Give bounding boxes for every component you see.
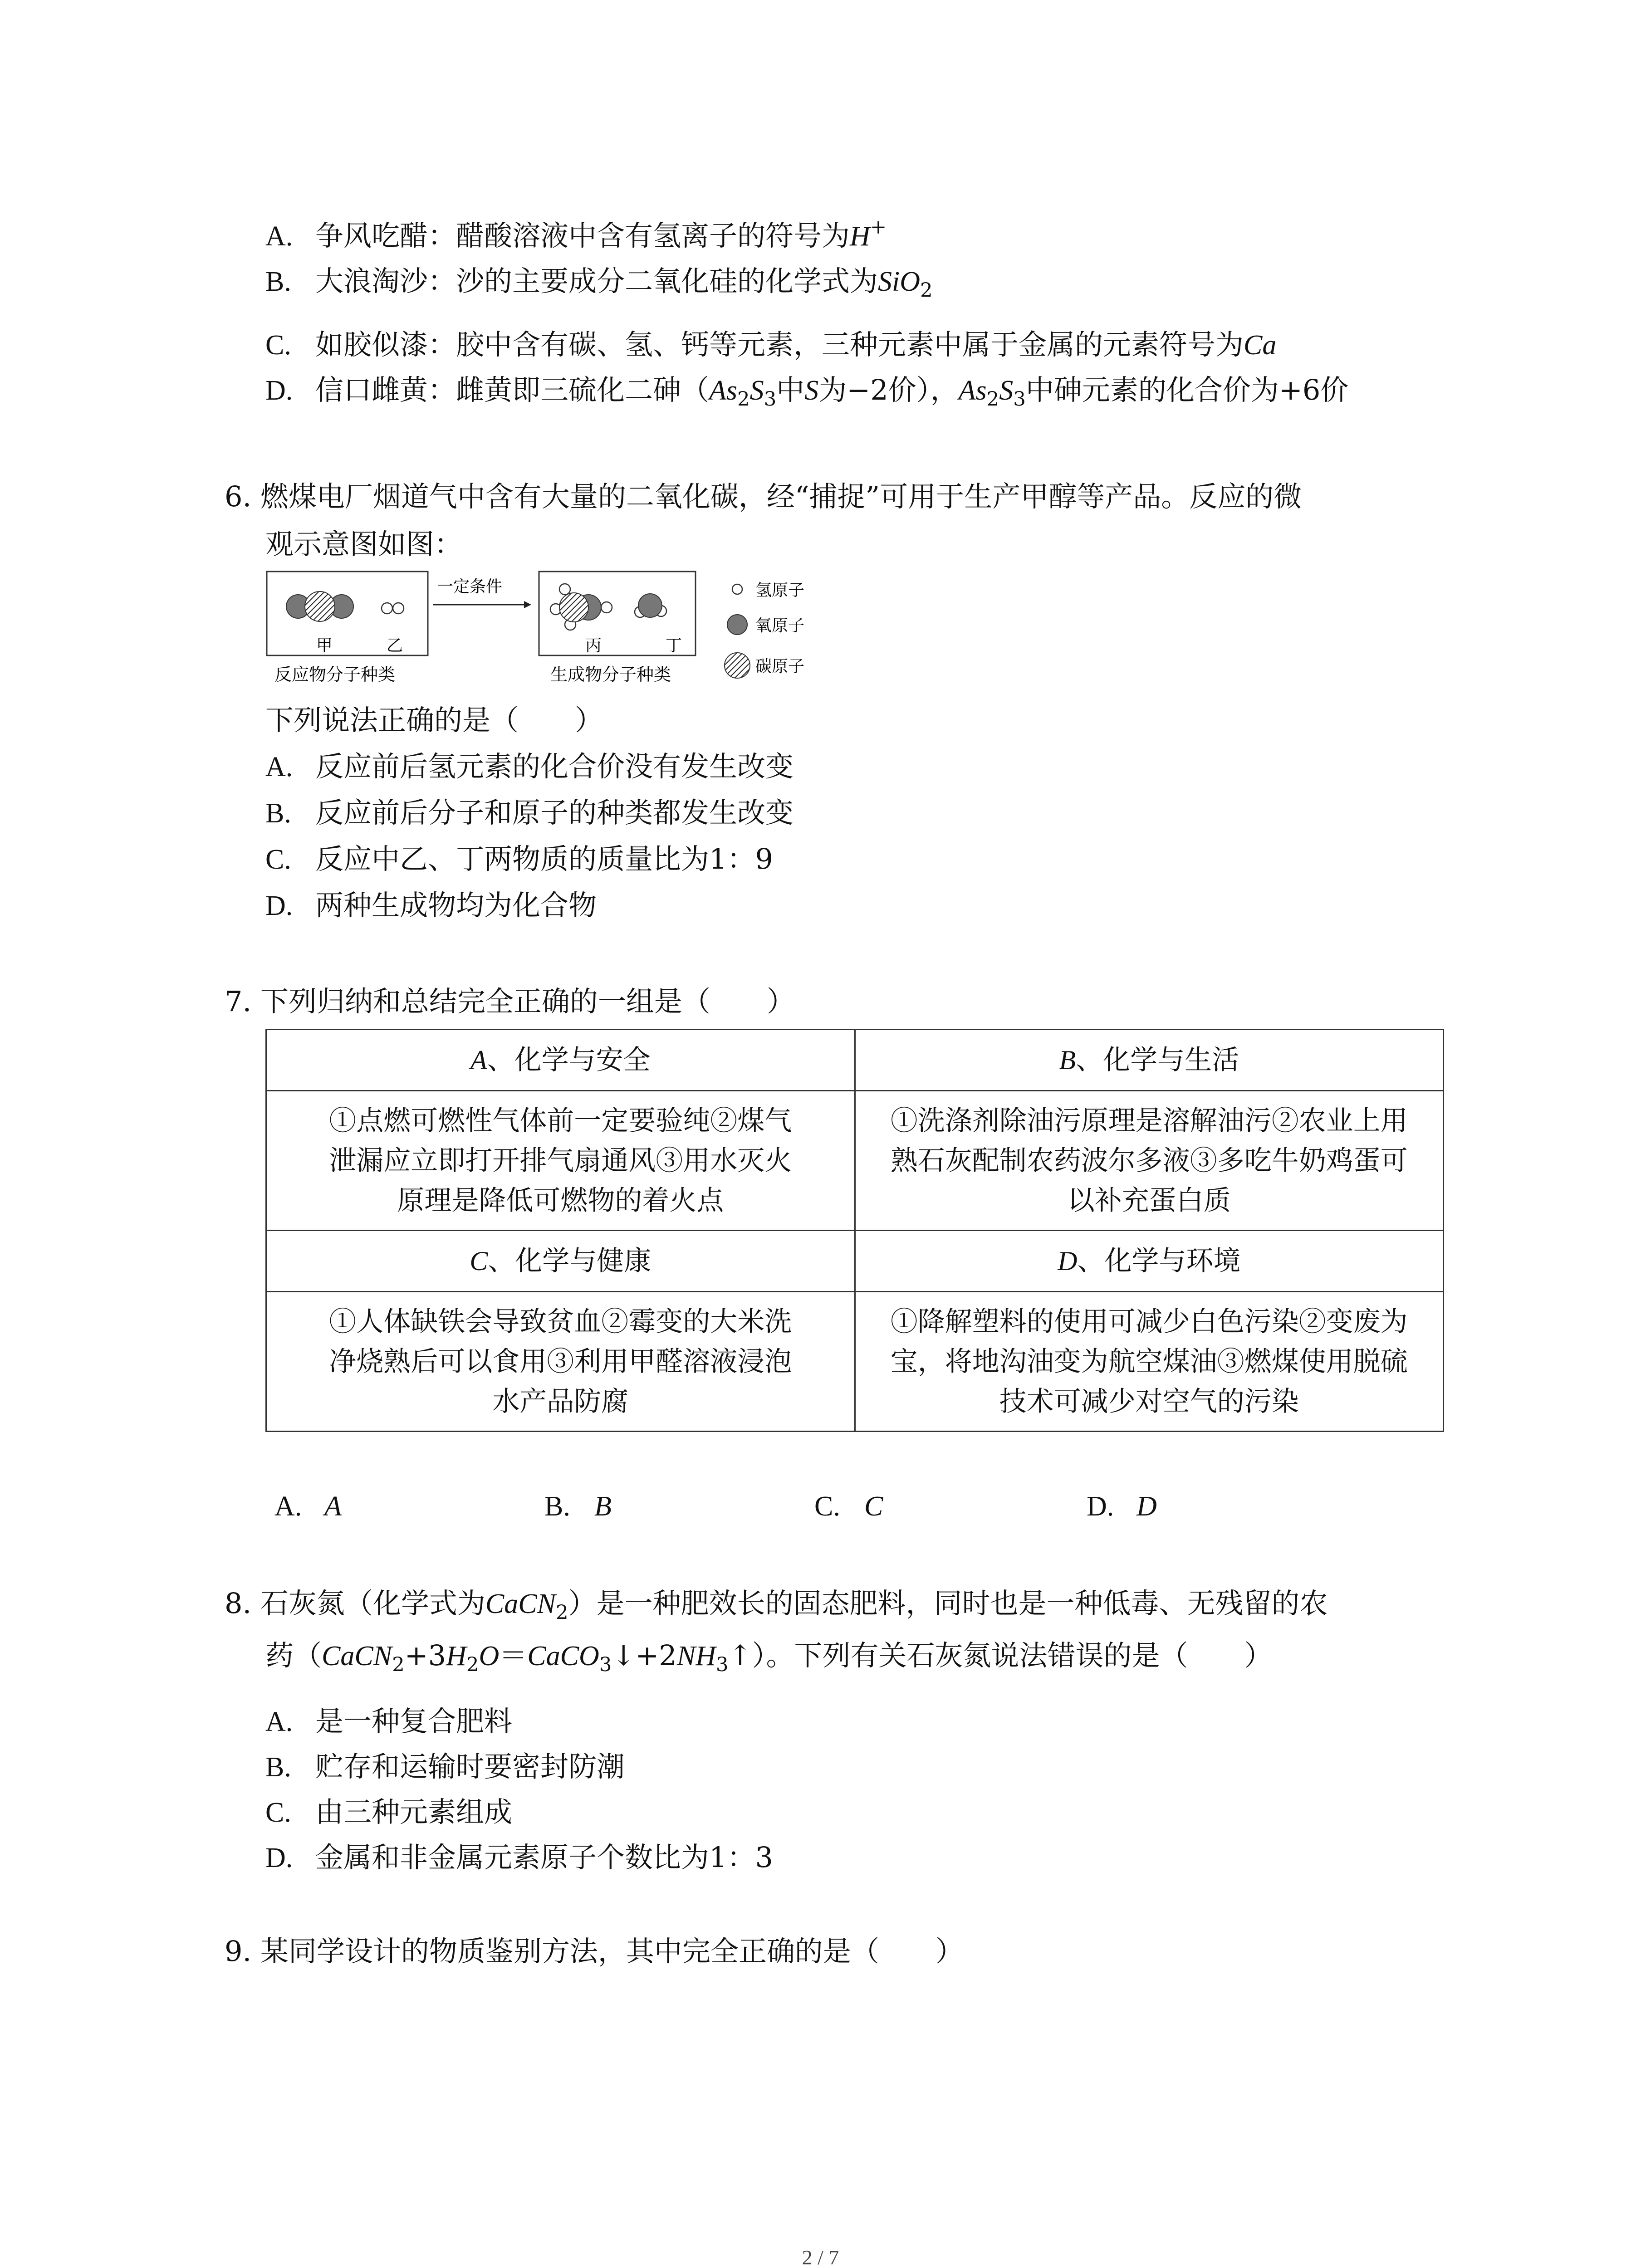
q5-option-a [265, 215, 887, 254]
cell-d: ①降解塑料的使用可减少白色污染②变废为 宝，将地沟油变为航空煤油③燃煤使用脱硫 技术可减少对空气的污染 [855, 1292, 1444, 1432]
q7-stem: 7. 下列归纳和总结完全正确的一组是（ ） [225, 985, 795, 1018]
cell-a: ①点燃可燃性气体前一定要验纯②煤气 泄漏应立即打开排气扇通风③用水灭火 原理是降低可燃物的着火点 [266, 1091, 855, 1231]
header-b: B、化学与生活 [855, 1030, 1444, 1091]
cell-c: ①人体缺铁会导致贫血②霉变的大米洗 净烧熟后可以食用③利用甲醛溶液浸泡 水产品防腐 [266, 1292, 855, 1432]
q8-option-b: B. 贮存和运输时要密封防潮 [265, 1750, 625, 1783]
formula: H+ [850, 215, 887, 252]
q6-option-a [265, 748, 794, 785]
hydrogen-atom-icon [732, 584, 742, 594]
legend-hydrogen: 氢原子 [755, 581, 805, 600]
header-c: C、化学与健康 [266, 1231, 855, 1292]
label-ding: 丁 [666, 636, 682, 655]
header-a: A、化学与安全 [266, 1030, 855, 1091]
q5-option-d [265, 372, 1348, 409]
reaction-micro-diagram [265, 569, 855, 705]
q9-stem: 9. 某同学设计的物质鉴别方法，其中完全正确的是（ ） [225, 1935, 964, 1968]
q5-option-b [265, 263, 933, 300]
q6-stem-line1: 6. 燃煤电厂烟道气中含有大量的二氧化碳，经“捕捉”可用于生产甲醇等产品。反应的微 [225, 480, 1302, 513]
product-caption: 生成物分子种类 [550, 665, 671, 684]
option-text: 反应前后分子和原子的种类都发生改变 [315, 796, 794, 829]
q7-choice-d: D. D [1087, 1491, 1157, 1522]
q8-option-c: C. 由三种元素组成 [265, 1795, 513, 1828]
legend-oxygen: 氧原子 [755, 616, 805, 635]
q7-choice-c: C. C [814, 1491, 883, 1522]
option-text: 反应中乙、丁两物质的质量比为1：9 [315, 842, 773, 875]
formula: $As_2S_3$中S为−2价），$As_2S_3$中砷元素的化合价为+6价 [709, 373, 1349, 411]
arrow-label: 一定条件 [437, 577, 503, 596]
header-d: D、化学与环境 [855, 1231, 1444, 1292]
option-text: 争风吃醋：醋酸溶液中含有氢离子的符号为 [315, 219, 850, 252]
q8-option-d: D. 金属和非金属元素原子个数比为1：3 [265, 1841, 773, 1874]
option-letter: C. [265, 330, 291, 361]
q5-option-c [265, 327, 1276, 363]
option-letter: B. [265, 266, 291, 297]
option-text: 大浪淘沙：沙的主要成分二氧化硅的化学式为 [315, 264, 878, 298]
option-letter: D. [265, 375, 293, 406]
q6-option-c [265, 841, 773, 878]
option-letter: A. [265, 752, 293, 782]
co2-molecule [286, 591, 353, 621]
legend [725, 581, 804, 678]
q7-choice-a: A. A [274, 1491, 342, 1522]
reactant-caption: 反应物分子种类 [274, 665, 396, 684]
option-letter: D. [265, 890, 293, 921]
page-number: 2 / 7 [802, 2246, 839, 2268]
option-text: 信口雌黄：雌黄即三硫化二砷（ [315, 373, 710, 406]
arrow-icon [433, 601, 531, 608]
label-jia: 甲 [316, 636, 333, 655]
q6-stem-line2: 观示意图如图： [265, 528, 463, 561]
cell-b: ①洗涤剂除油污原理是溶解油污②农业上用 熟石灰配制农药波尔多液③多吃牛奶鸡蛋可 以补充蛋白质 [855, 1091, 1444, 1231]
q6-option-d [265, 887, 597, 924]
q8-stem-line2: 药$(CaCN_2+3H_2O=CaCO_3↓+2NH_3↑)$。下列有关石灰氮说法错误的是（ ） [265, 1639, 1273, 1677]
legend-carbon: 碳原子 [755, 657, 805, 676]
option-letter: C. [265, 844, 291, 875]
option-text: 如胶似漆：胶中含有碳、氢、钙等元素，三种元素中属于金属的元素符号为 [315, 328, 1244, 361]
option-text: 两种生成物均为化合物 [315, 889, 597, 922]
option-letter: A. [265, 221, 293, 252]
q8-option-a: A. 是一种复合肥料 [265, 1705, 513, 1738]
carbon-atom-icon [725, 653, 750, 678]
q7-choice-b: B. B [544, 1491, 612, 1522]
q8-stem-line1: 8. 石灰氮（化学式为CaCN$_2$）是一种肥效长的固态肥料，同时也是一种低毒、无残留的农 [225, 1587, 1328, 1624]
oxygen-atom-icon [727, 615, 747, 635]
label-bing: 丙 [585, 636, 602, 655]
option-letter: B. [265, 798, 291, 829]
q7-summary-table [265, 1029, 1444, 1432]
formula: Ca [1244, 330, 1277, 361]
q6-option-b [265, 795, 794, 831]
label-yi: 乙 [387, 636, 403, 655]
option-text: 反应前后氢元素的化合价没有发生改变 [315, 750, 794, 783]
formula: SiO$_2$ [878, 266, 933, 302]
q6-question: 下列说法正确的是（ ） [265, 704, 603, 737]
